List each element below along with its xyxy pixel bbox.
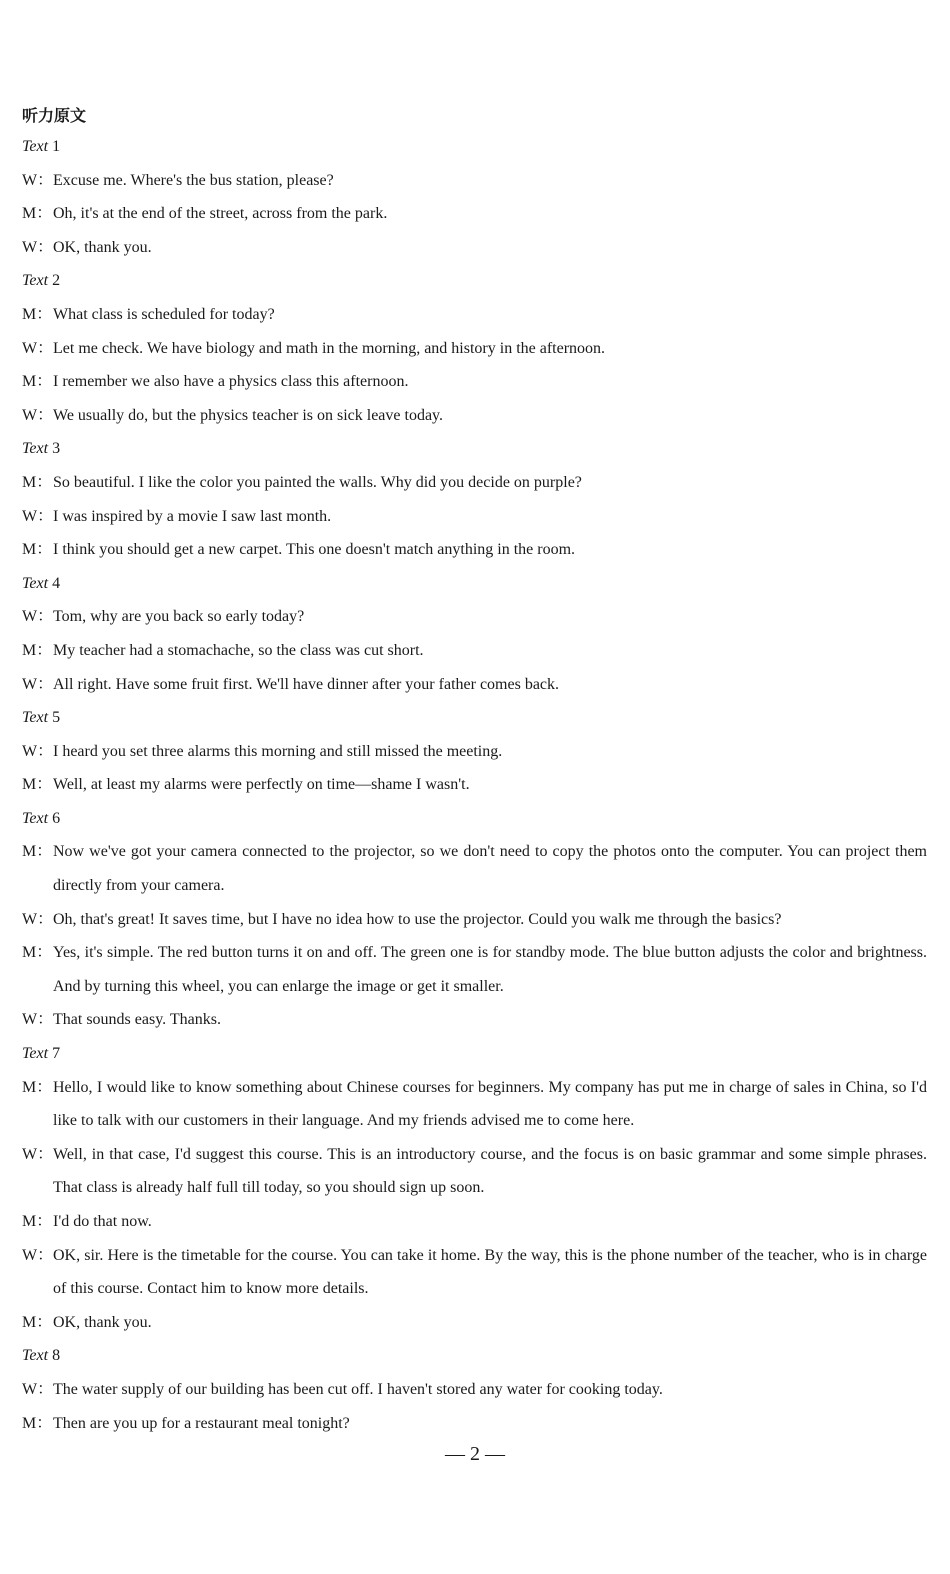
dialogue-text: Yes, it's simple. The red button turns it on and off. The green one is for standby mode. The blue button adjusts the color and brightness. And by turning this wheel, you can enlarge the image or get it smaller. — [53, 944, 927, 995]
dialogue-text: What class is scheduled for today? — [53, 305, 275, 323]
text-section — [22, 432, 927, 566]
section-label: Text — [22, 574, 49, 592]
speaker-label: W： — [22, 910, 54, 928]
dialogue-line — [22, 1407, 927, 1441]
dialogue-line — [22, 533, 927, 567]
dialogue-line — [22, 634, 927, 668]
dialogue-line — [22, 298, 927, 332]
speaker-label: W： — [22, 507, 54, 525]
page-heading: 听力原文 — [22, 106, 87, 125]
dialogue-text: That sounds easy. Thanks. — [53, 1011, 221, 1029]
dialogue-text: I heard you set three alarms this morning and still missed the meeting. — [53, 742, 503, 760]
dialogue-line — [22, 164, 927, 198]
speaker-label: W： — [22, 1246, 54, 1264]
section-number: 6 — [52, 809, 61, 827]
dialogue-text: Oh, that's great! It saves time, but I have no idea how to use the projector. Could you walk me through the basics? — [53, 910, 782, 928]
section-title — [22, 264, 927, 298]
dialogue-line — [22, 768, 927, 802]
section-label: Text — [22, 272, 49, 290]
dialogue-text: The water supply of our building has been cut off. I haven't stored any water for cooking today. — [53, 1380, 663, 1398]
dialogue-text: Oh, it's at the end of the street, across from the park. — [53, 205, 388, 223]
text-section — [22, 130, 927, 264]
transcript-document — [22, 100, 927, 1440]
speaker-label: M： — [22, 641, 53, 659]
section-number: 4 — [52, 574, 61, 592]
dialogue-text: So beautiful. I like the color you painted the walls. Why did you decide on purple? — [53, 473, 582, 491]
dialogue-line — [22, 1373, 927, 1407]
speaker-label: W： — [22, 238, 54, 256]
dialogue-line — [22, 332, 927, 366]
section-title — [22, 567, 927, 601]
section-number: 3 — [52, 440, 61, 458]
section-title — [22, 1339, 927, 1373]
speaker-label: W： — [22, 1145, 54, 1163]
dialogue-line — [22, 735, 927, 769]
dialogue-line — [22, 231, 927, 265]
text-section — [22, 802, 927, 1037]
dialogue-text: Let me check. We have biology and math in the morning, and history in the afternoon. — [53, 339, 606, 357]
speaker-label: M： — [22, 776, 53, 794]
text-section — [22, 701, 927, 802]
speaker-label: M： — [22, 1213, 53, 1230]
section-title — [22, 802, 927, 836]
section-title — [22, 1037, 927, 1071]
section-label: Text — [22, 1347, 49, 1365]
dialogue-text: Well, at least my alarms were perfectly on time—shame I wasn't. — [53, 776, 470, 794]
section-title — [22, 701, 927, 735]
dialogue-text: Now we've got your camera connected to the projector, so we don't need to copy the photos onto the computer. You can project them directly from your camera. — [53, 843, 927, 895]
dialogue-line — [22, 1138, 927, 1205]
dialogue-line — [22, 1003, 927, 1037]
dialogue-text: I think you should get a new carpet. This one doesn't match anything in the room. — [53, 541, 576, 559]
page-number: — 2 — — [445, 1443, 505, 1465]
dialogue-text: OK, thank you. — [53, 238, 152, 256]
text-section — [22, 264, 927, 432]
speaker-label: W： — [22, 1380, 54, 1398]
speaker-label: M： — [22, 541, 53, 559]
text-section — [22, 567, 927, 701]
dialogue-text: All right. Have some fruit first. We'll have dinner after your father comes back. — [53, 675, 560, 693]
speaker-label: M： — [22, 843, 53, 861]
section-title — [22, 130, 927, 164]
section-label: Text — [22, 138, 49, 155]
section-title — [22, 432, 927, 466]
speaker-label: W： — [22, 339, 54, 357]
dialogue-line — [22, 600, 927, 634]
speaker-label: M： — [22, 305, 53, 323]
speaker-label: W： — [22, 608, 54, 626]
dialogue-line — [22, 1306, 927, 1340]
dialogue-text: Hello, I would like to know something about Chinese courses for beginners. My company has put me in charge of sales in China, so I'd like to talk with our customers in their language. And my friends advised me to come here. — [53, 1078, 927, 1130]
speaker-label: M： — [22, 944, 53, 962]
dialogue-line — [22, 500, 927, 534]
dialogue-text: Then are you up for a restaurant meal tonight? — [53, 1414, 350, 1432]
dialogue-text: My teacher had a stomachache, so the class was cut short. — [53, 641, 424, 659]
dialogue-line — [22, 1205, 927, 1239]
dialogue-text: OK, thank you. — [53, 1313, 152, 1331]
section-label: Text — [22, 709, 49, 727]
section-number: 5 — [52, 709, 61, 727]
speaker-label: M： — [22, 473, 53, 491]
speaker-label: W： — [22, 742, 54, 760]
dialogue-line — [22, 835, 927, 902]
dialogue-line — [22, 903, 927, 937]
dialogue-line — [22, 197, 927, 231]
section-label: Text — [22, 809, 49, 827]
dialogue-line — [22, 1071, 927, 1138]
speaker-label: W： — [22, 171, 54, 189]
speaker-label: M： — [22, 1414, 53, 1432]
text-section — [22, 1037, 927, 1339]
dialogue-text: Excuse me. Where's the bus station, please? — [53, 171, 334, 189]
speaker-label: M： — [22, 1078, 53, 1096]
speaker-label: W： — [22, 406, 54, 424]
dialogue-line — [22, 365, 927, 399]
dialogue-line — [22, 668, 927, 702]
section-label: Text — [22, 440, 49, 458]
dialogue-line — [22, 399, 927, 433]
dialogue-text: We usually do, but the physics teacher is on sick leave today. — [53, 406, 444, 424]
transcript-sections — [22, 130, 927, 1440]
dialogue-text: Tom, why are you back so early today? — [53, 608, 305, 626]
dialogue-text: I was inspired by a movie I saw last month. — [53, 507, 332, 525]
speaker-label: M： — [22, 373, 53, 391]
section-number: 2 — [52, 272, 61, 290]
speaker-label: W： — [22, 675, 54, 693]
dialogue-line — [22, 466, 927, 500]
dialogue-line — [22, 1239, 927, 1306]
speaker-label: M： — [22, 1313, 53, 1331]
speaker-label: M： — [22, 205, 53, 223]
text-section — [22, 1339, 927, 1440]
section-number: 1 — [52, 138, 61, 155]
dialogue-text: OK, sir. Here is the timetable for the course. You can take it home. By the way, this is the phone number of the teacher, who is in charge of this course. Contact him to know more details. — [53, 1246, 927, 1298]
section-number: 8 — [52, 1347, 61, 1365]
speaker-label: W： — [22, 1011, 54, 1029]
section-number: 7 — [52, 1045, 61, 1063]
section-label: Text — [22, 1045, 49, 1063]
dialogue-text: I remember we also have a physics class this afternoon. — [53, 373, 409, 391]
dialogue-text: Well, in that case, I'd suggest this course. This is an introductory course, and the focus is on basic grammar and some simple phrases. That class is already half full till today, so you should sign up soon. — [53, 1145, 927, 1197]
dialogue-text: I'd do that now. — [53, 1213, 152, 1230]
dialogue-line — [22, 936, 927, 1003]
